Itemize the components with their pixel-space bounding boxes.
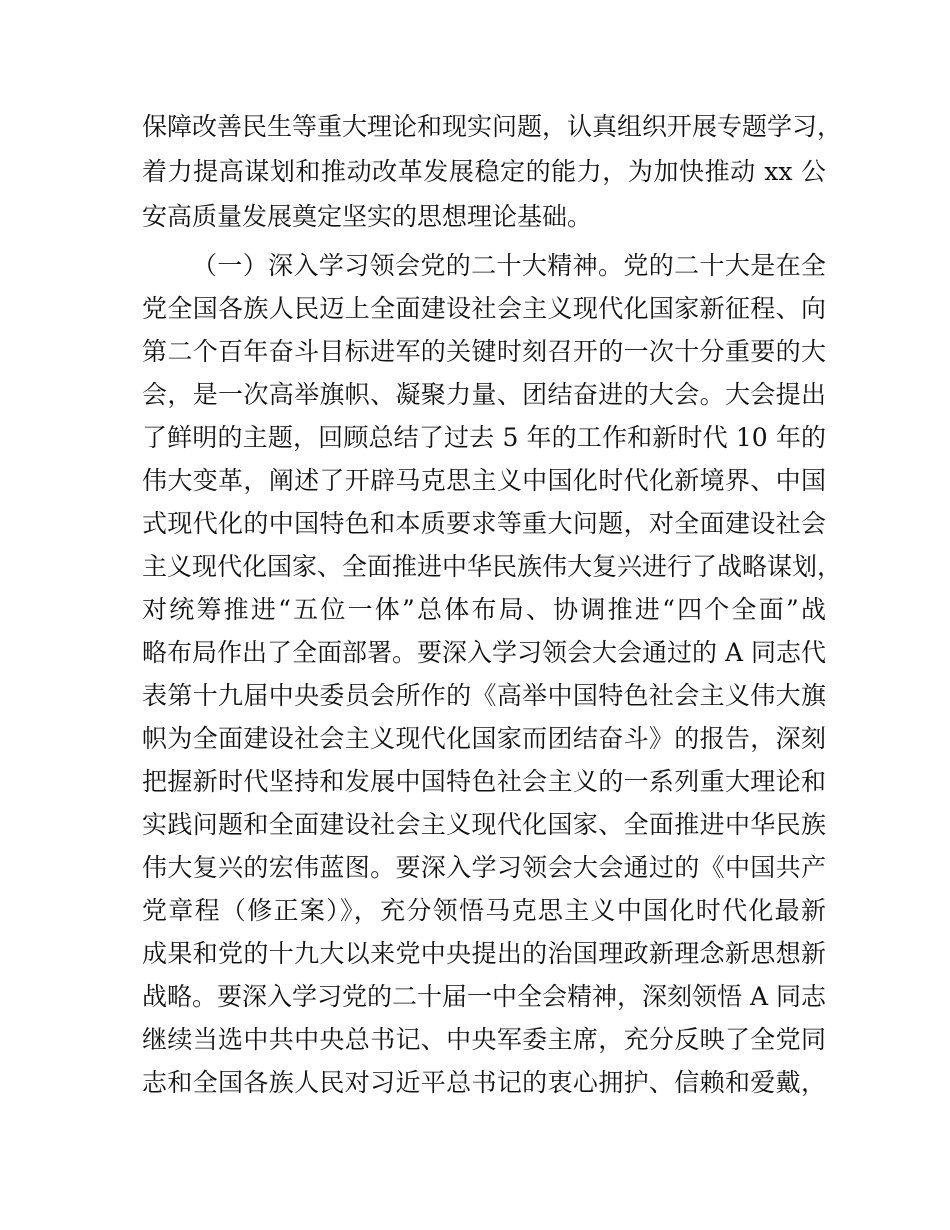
- text-line: 会，是一次高举旗帜、凝聚力量、团结奋进的大会。大会提出: [142, 380, 826, 409]
- text-line: 战略。要深入学习党的二十届一中全会精神，深刻领悟 A 同志: [142, 982, 826, 1011]
- text-line: 第二个百年奋斗目标进军的关键时刻召开的一次十分重要的大: [142, 337, 826, 366]
- text-line: 保障改善民生等重大理论和现实问题，认真组织开展专题学习，: [142, 112, 843, 141]
- text-line: 帜为全面建设社会主义现代化国家而团结奋斗》的报告，深刻: [142, 724, 826, 753]
- text-line: 继续当选中共中央总书记、中央军委主席，充分反映了全党同: [142, 1025, 826, 1054]
- text-line: 略布局作出了全面部署。要深入学习领会大会通过的 A 同志代: [142, 638, 826, 667]
- text-line: 把握新时代坚持和发展中国特色社会主义的一系列重大理论和: [142, 767, 826, 796]
- text-line: 主义现代化国家、全面推进中华民族伟大复兴进行了战略谋划，: [142, 552, 843, 581]
- text-line: 伟大复兴的宏伟蓝图。要深入学习领会大会通过的《中国共产: [142, 853, 826, 882]
- text-line: 实践问题和全面建设社会主义现代化国家、全面推进中华民族: [142, 810, 826, 839]
- section-heading-line: （一）深入学习领会党的二十大精神。党的二十大是在全: [192, 251, 826, 280]
- text-line: 志和全国各族人民对习近平总书记的衷心拥护、信赖和爱戴，: [142, 1068, 826, 1097]
- text-line: 安高质量发展奠定坚实的思想理论基础。: [142, 202, 593, 231]
- text-line: 党全国各族人民迈上全面建设社会主义现代化国家新征程、向: [142, 294, 826, 323]
- text-line: 了鲜明的主题，回顾总结了过去 5 年的工作和新时代 10 年的: [142, 423, 826, 452]
- text-line: 伟大变革，阐述了开辟马克思主义中国化时代化新境界、中国: [142, 466, 826, 495]
- text-line: 表第十九届中央委员会所作的《高举中国特色社会主义伟大旗: [142, 681, 826, 710]
- text-line: 成果和党的十九大以来党中央提出的治国理政新理念新思想新: [142, 939, 826, 968]
- text-line: 党章程（修正案）》，充分领悟马克思主义中国化时代化最新: [142, 896, 826, 925]
- text-line: 式现代化的中国特色和本质要求等重大问题，对全面建设社会: [142, 509, 826, 538]
- text-line: 对统筹推进“五位一体”总体布局、协调推进“四个全面”战: [142, 595, 826, 624]
- text-line: 着力提高谋划和推动改革发展稳定的能力，为加快推动 xx 公: [142, 157, 826, 186]
